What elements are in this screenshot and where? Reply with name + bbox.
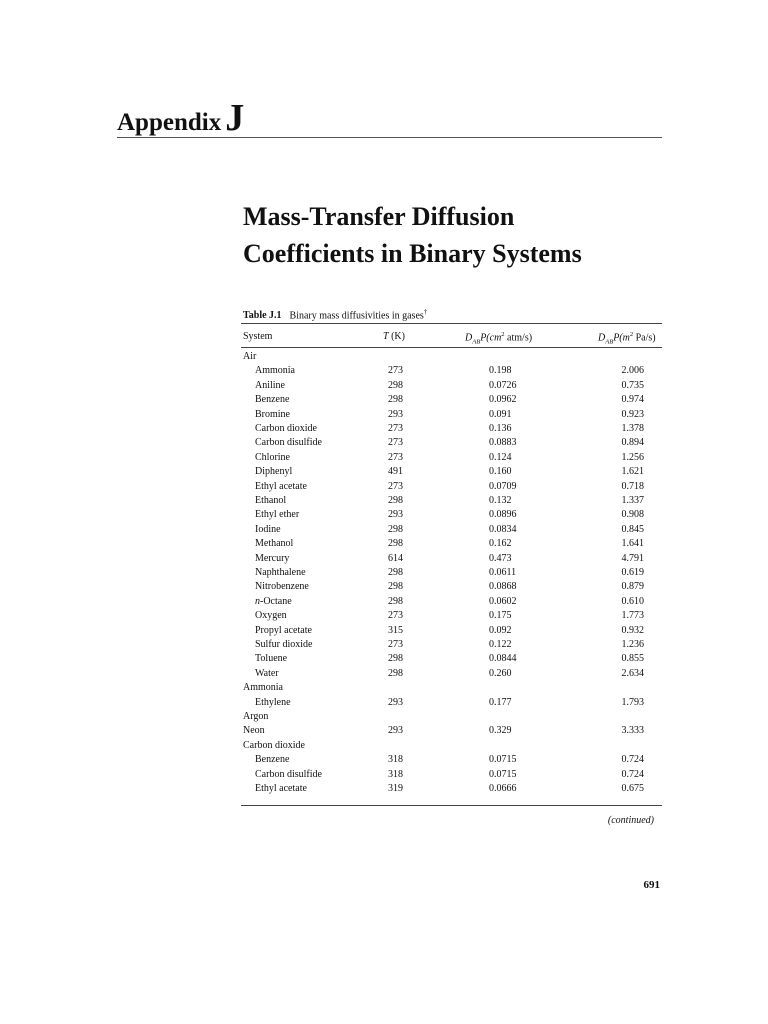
cell-diffusivity-cgs: 0.473 <box>489 552 512 564</box>
cell-system: Carbon disulfide <box>255 768 322 780</box>
cell-diffusivity-cgs: 0.132 <box>489 495 512 506</box>
cell-diffusivity-cgs: 0.122 <box>489 639 512 650</box>
cell-temperature: 491 <box>388 466 403 478</box>
table-row <box>243 753 661 767</box>
table-row <box>243 624 661 638</box>
cell-system: Mercury <box>255 552 290 564</box>
cell-system: Carbon dioxide <box>243 739 305 751</box>
appendix-letter: J <box>225 97 245 139</box>
cell-diffusivity-cgs: 0.0883 <box>489 437 517 449</box>
cell-diffusivity-si: 0.724 <box>621 768 644 780</box>
cell-temperature: 293 <box>388 509 403 521</box>
cell-temperature: 298 <box>388 581 403 593</box>
column-header-diffusivity-si: $D_{AB}P(m^2$ Pa/s) <box>598 331 656 346</box>
cell-diffusivity-si: 2.634 <box>621 667 644 679</box>
cell-diffusivity-si: 0.908 <box>621 509 644 521</box>
cell-temperature: 318 <box>388 768 403 780</box>
page-number: 691 <box>643 879 660 891</box>
cell-diffusivity-cgs: 0.160 <box>489 466 512 478</box>
cell-diffusivity-si: 0.724 <box>621 754 644 766</box>
cell-diffusivity-cgs: 0.329 <box>489 725 512 737</box>
cell-diffusivity-cgs: 0.0844 <box>489 653 517 665</box>
chapter-title-line-1: Mass-Transfer Diffusion <box>243 202 515 231</box>
cell-diffusivity-cgs: 0.091 <box>489 408 512 420</box>
table-caption <box>243 308 427 321</box>
cell-diffusivity-cgs: 0.0709 <box>489 480 517 492</box>
cell-diffusivity-si: 0.675 <box>621 783 644 794</box>
cell-diffusivity-cgs: 0.0726 <box>489 379 517 391</box>
cell-diffusivity-si: 0.845 <box>621 523 644 535</box>
cell-system: Aniline <box>255 379 285 391</box>
cell-system: Iodine <box>255 523 281 535</box>
table-row <box>243 681 661 695</box>
cell-system: Argon <box>243 711 269 722</box>
table-row <box>243 580 661 594</box>
table-row <box>243 451 661 465</box>
column-header-diffusivity-cgs: $D_{AB}P(cm^2$ atm/s) <box>465 331 533 346</box>
table-row <box>243 782 661 796</box>
cell-system: Carbon dioxide <box>255 423 317 434</box>
cell-diffusivity-cgs: 0.0962 <box>489 394 517 406</box>
cell-system: Ammonia <box>255 365 295 377</box>
cell-temperature: 319 <box>388 783 403 794</box>
cell-system: Ethyl acetate <box>255 783 307 794</box>
table-row <box>243 508 661 522</box>
cell-diffusivity-si: 0.932 <box>621 624 644 636</box>
footnote-mark: † <box>423 308 428 316</box>
cell-temperature: 273 <box>388 610 403 622</box>
cell-diffusivity-si: 1.773 <box>621 610 644 622</box>
cell-temperature: 298 <box>388 495 403 506</box>
cell-diffusivity-cgs: 0.198 <box>489 365 512 377</box>
table-bottom-rule <box>241 805 662 806</box>
cell-diffusivity-si: 0.610 <box>621 595 644 607</box>
cell-diffusivity-cgs: 0.0896 <box>489 509 517 521</box>
cell-diffusivity-si: 1.621 <box>621 466 644 478</box>
cell-temperature: 298 <box>388 667 403 679</box>
cell-system: Naphthalene <box>255 567 306 578</box>
cell-diffusivity-si: 0.923 <box>621 408 644 420</box>
cell-diffusivity-si: 0.735 <box>621 379 644 391</box>
table-row <box>243 652 661 666</box>
table-header-rule <box>241 347 662 348</box>
cell-temperature: 293 <box>388 696 403 708</box>
cell-diffusivity-cgs: 0.0611 <box>489 567 517 578</box>
column-header-temperature: T (K) <box>383 331 405 342</box>
table-row <box>243 768 661 782</box>
table-label: Table J.1 <box>243 310 282 322</box>
cell-diffusivity-cgs: 0.162 <box>489 538 512 550</box>
cell-temperature: 318 <box>388 754 403 766</box>
cell-diffusivity-si: 0.894 <box>621 437 644 449</box>
cell-temperature: 298 <box>388 538 403 550</box>
cell-diffusivity-si: 1.337 <box>621 495 644 506</box>
cell-diffusivity-si: 1.793 <box>621 696 644 708</box>
cell-diffusivity-cgs: 0.177 <box>489 696 512 708</box>
cell-system: Water <box>255 667 279 679</box>
table-row <box>243 609 661 623</box>
table-row <box>243 350 661 364</box>
cell-diffusivity-cgs: 0.0715 <box>489 754 517 766</box>
table-row <box>243 422 661 436</box>
continued-note: (continued) <box>607 815 654 826</box>
cell-temperature: 298 <box>388 567 403 578</box>
cell-diffusivity-si: 0.718 <box>621 480 644 492</box>
cell-diffusivity-cgs: 0.0715 <box>489 768 517 780</box>
cell-temperature: 273 <box>388 639 403 650</box>
cell-diffusivity-si: 0.879 <box>621 581 644 593</box>
table-row <box>243 436 661 450</box>
cell-diffusivity-cgs: 0.136 <box>489 423 512 434</box>
cell-diffusivity-cgs: 0.0834 <box>489 523 517 535</box>
cell-temperature: 298 <box>388 653 403 665</box>
cell-system: Ethyl ether <box>255 509 300 521</box>
cell-diffusivity-si: 1.641 <box>621 538 644 550</box>
cell-diffusivity-si: 3.333 <box>621 725 644 737</box>
table-row <box>243 739 661 753</box>
cell-diffusivity-cgs: 0.124 <box>489 451 512 463</box>
table-row <box>243 724 661 738</box>
cell-system: Diphenyl <box>255 466 293 478</box>
cell-diffusivity-cgs: 0.092 <box>489 624 512 636</box>
cell-diffusivity-cgs: 0.0666 <box>489 783 517 794</box>
table-row <box>243 710 661 724</box>
cell-temperature: 273 <box>388 480 403 492</box>
table-row <box>243 465 661 479</box>
cell-temperature: 273 <box>388 365 403 377</box>
cell-diffusivity-cgs: 0.260 <box>489 667 512 679</box>
table-row <box>243 393 661 407</box>
cell-temperature: 298 <box>388 379 403 391</box>
cell-diffusivity-si: 4.791 <box>621 552 644 564</box>
cell-system: Nitrobenzene <box>255 581 309 593</box>
cell-temperature: 614 <box>388 552 403 564</box>
cell-diffusivity-cgs: 0.0868 <box>489 581 517 593</box>
table-row <box>243 379 661 393</box>
table-row <box>243 566 661 580</box>
cell-system: Methanol <box>255 538 294 550</box>
table-row <box>243 595 661 609</box>
table-row <box>243 638 661 652</box>
cell-diffusivity-cgs: 0.0602 <box>489 595 517 607</box>
column-header-system: System <box>243 331 273 342</box>
chapter-title-line-2: Coefficients in Binary Systems <box>243 239 582 268</box>
cell-system: Ethyl acetate <box>255 480 307 492</box>
cell-system: Ammonia <box>243 682 283 694</box>
cell-system: Air <box>243 351 257 362</box>
table-row <box>243 364 661 378</box>
cell-temperature: 315 <box>388 624 403 636</box>
cell-diffusivity-si: 0.855 <box>621 653 644 665</box>
cell-diffusivity-si: 0.619 <box>621 567 644 578</box>
cell-diffusivity-si: 1.378 <box>621 423 644 434</box>
cell-diffusivity-si: 1.256 <box>621 451 644 463</box>
heading-rule <box>117 137 662 138</box>
cell-temperature: 273 <box>388 437 403 449</box>
cell-temperature: 273 <box>388 423 403 434</box>
appendix-word: Appendix <box>117 109 222 136</box>
cell-temperature: 298 <box>388 394 403 406</box>
table-caption-text: Binary mass diffusivities in gases <box>289 310 424 322</box>
table-row <box>243 537 661 551</box>
chapter-title <box>243 198 582 272</box>
appendix-heading <box>117 96 244 140</box>
cell-system: Ethylene <box>255 696 291 708</box>
table-row <box>243 480 661 494</box>
table-top-rule <box>241 323 662 324</box>
table-row <box>243 408 661 422</box>
table-row <box>243 552 661 566</box>
cell-temperature: 298 <box>388 523 403 535</box>
cell-system: Ethanol <box>255 495 287 506</box>
cell-system: n-Octane <box>255 595 292 607</box>
table-row <box>243 523 661 537</box>
cell-diffusivity-cgs: 0.175 <box>489 610 512 622</box>
cell-system: Carbon disulfide <box>255 437 322 449</box>
cell-system: Bromine <box>255 408 290 420</box>
cell-diffusivity-si: 1.236 <box>621 639 644 650</box>
cell-system: Benzene <box>255 754 290 766</box>
table-row <box>243 667 661 681</box>
cell-temperature: 273 <box>388 451 403 463</box>
cell-temperature: 293 <box>388 725 403 737</box>
cell-system: Chlorine <box>255 451 290 463</box>
cell-temperature: 293 <box>388 408 403 420</box>
table-row <box>243 696 661 710</box>
cell-system: Toluene <box>255 653 288 665</box>
cell-system: Sulfur dioxide <box>255 639 313 650</box>
cell-system: Neon <box>243 725 265 737</box>
cell-diffusivity-si: 0.974 <box>621 394 644 406</box>
table-row <box>243 494 661 508</box>
cell-system: Benzene <box>255 394 290 406</box>
cell-temperature: 298 <box>388 595 403 607</box>
cell-system: Propyl acetate <box>255 624 312 636</box>
cell-system: Oxygen <box>255 610 287 622</box>
cell-diffusivity-si: 2.006 <box>621 365 644 377</box>
